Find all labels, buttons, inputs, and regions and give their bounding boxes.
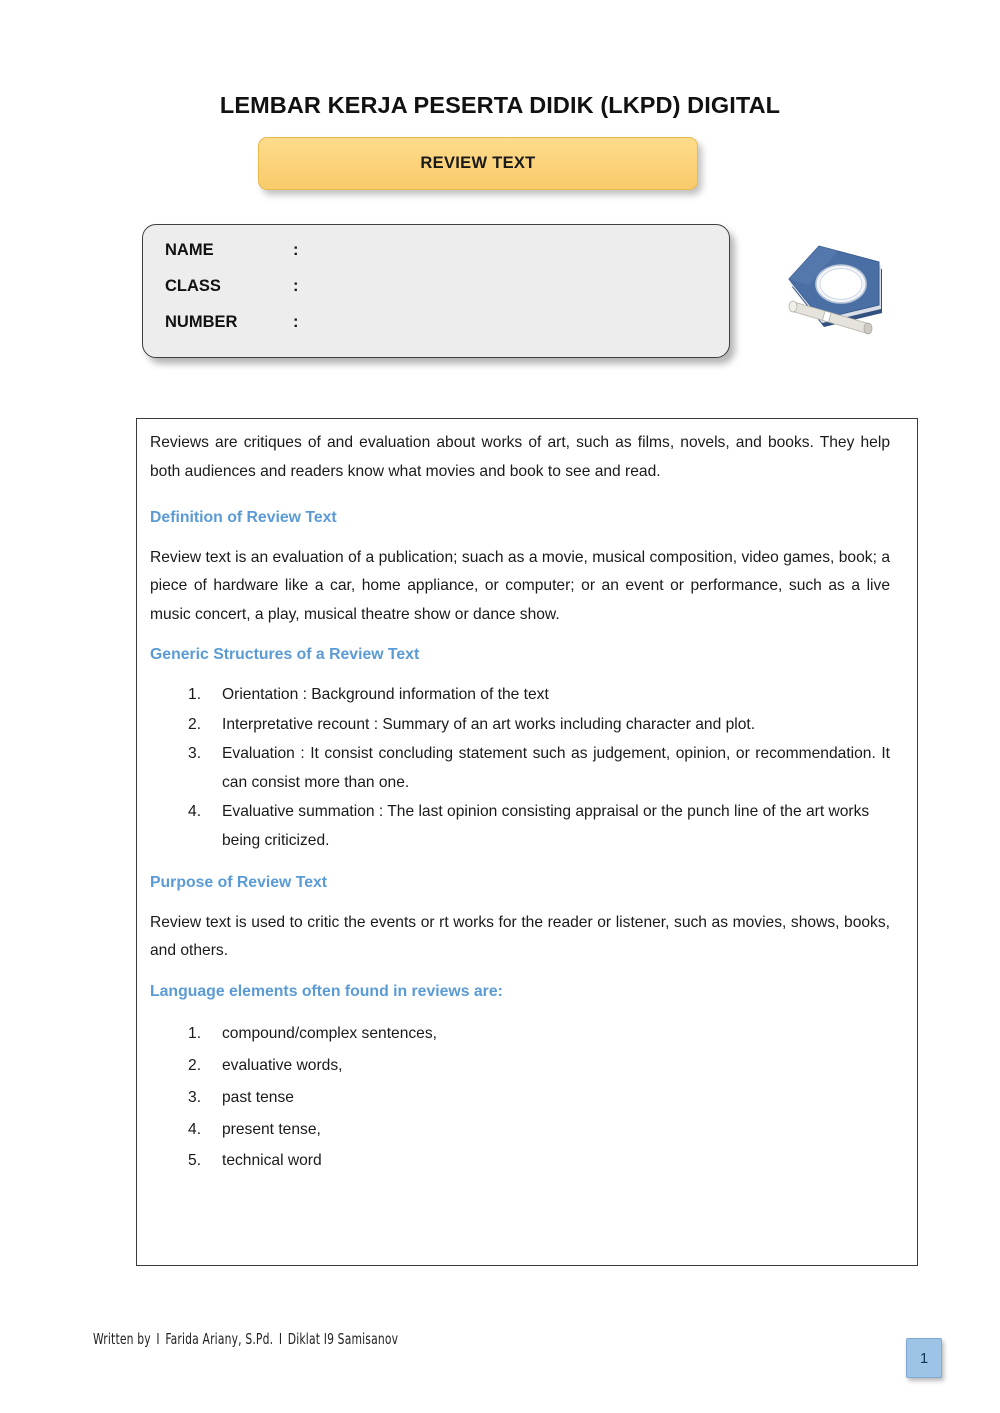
list-item: Orientation : Background information of the text bbox=[222, 686, 549, 704]
list-item: Evaluative summation : The last opinion consisting appraisal or the punch line of the art works being criticized. bbox=[222, 803, 870, 849]
identity-row-class bbox=[165, 275, 309, 297]
intro-paragraph: Reviews are critiques of and evaluation about works of art, such as films, novels, and books. They help both audiences and readers know what movies and book to see and read. bbox=[150, 434, 890, 480]
class-colon: : bbox=[293, 276, 299, 295]
identity-row-name bbox=[165, 239, 309, 261]
list-item: present tense, bbox=[222, 1120, 321, 1138]
footer-written-by: Written by bbox=[93, 1330, 151, 1348]
list-item: past tense bbox=[222, 1088, 294, 1106]
number-label: NUMBER bbox=[165, 312, 238, 331]
definition-paragraph: Review text is an evaluation of a publication; suach as a movie, musical composition, video games, book; a piece of hardware like a car, home appliance, or computer; or an event or performance, such as a live music concert, a play, musical theatre show or dance show. bbox=[150, 548, 890, 623]
footer-separator-1: I bbox=[156, 1330, 160, 1348]
list-item: Evaluation : It consist concluding statement such as judgement, opinion, or recommendation. It can consist more than one. bbox=[222, 745, 890, 791]
icon-artwork bbox=[778, 231, 896, 348]
blue-book-with-scroll-icon bbox=[768, 222, 906, 357]
list-item: technical word bbox=[222, 1152, 322, 1170]
list-item: Interpretative recount : Summary of an art works including character and plot. bbox=[222, 715, 756, 733]
page-number-badge: 1 bbox=[906, 1338, 942, 1378]
purpose-heading: Purpose of Review Text bbox=[150, 874, 328, 892]
banner-box bbox=[258, 137, 698, 190]
number-colon: : bbox=[293, 312, 299, 331]
class-label: CLASS bbox=[165, 276, 221, 295]
definition-heading: Definition of Review Text bbox=[150, 509, 337, 527]
language-elements-list bbox=[150, 1018, 890, 1178]
name-colon: : bbox=[293, 240, 299, 259]
identity-row-number bbox=[165, 311, 309, 333]
lesson-content-box bbox=[136, 418, 918, 1266]
list-item: compound/complex sentences, bbox=[222, 1024, 437, 1042]
name-label: NAME bbox=[165, 240, 214, 259]
student-identity-box bbox=[142, 224, 730, 358]
generic-structures-list bbox=[150, 681, 890, 855]
language-elements-heading: Language elements often found in reviews are: bbox=[150, 982, 503, 1000]
banner-label: REVIEW TEXT bbox=[420, 154, 536, 172]
footer-organization: Diklat I9 Samisanov bbox=[287, 1330, 399, 1348]
generic-structures-heading: Generic Structures of a Review Text bbox=[150, 646, 420, 664]
footer-separator-2: I bbox=[278, 1330, 283, 1348]
list-item: evaluative words, bbox=[222, 1056, 343, 1074]
footer-credit bbox=[93, 1330, 398, 1348]
page-title: LEMBAR KERJA PESERTA DIDIK (LKPD) DIGITAL bbox=[219, 92, 781, 118]
review-text-banner bbox=[258, 137, 698, 193]
footer-author: Farida Ariany, S.Pd. bbox=[165, 1330, 274, 1348]
purpose-paragraph: Review text is used to critic the events or rt works for the reader or listener, such as movies, shows, books, and others. bbox=[150, 913, 890, 960]
